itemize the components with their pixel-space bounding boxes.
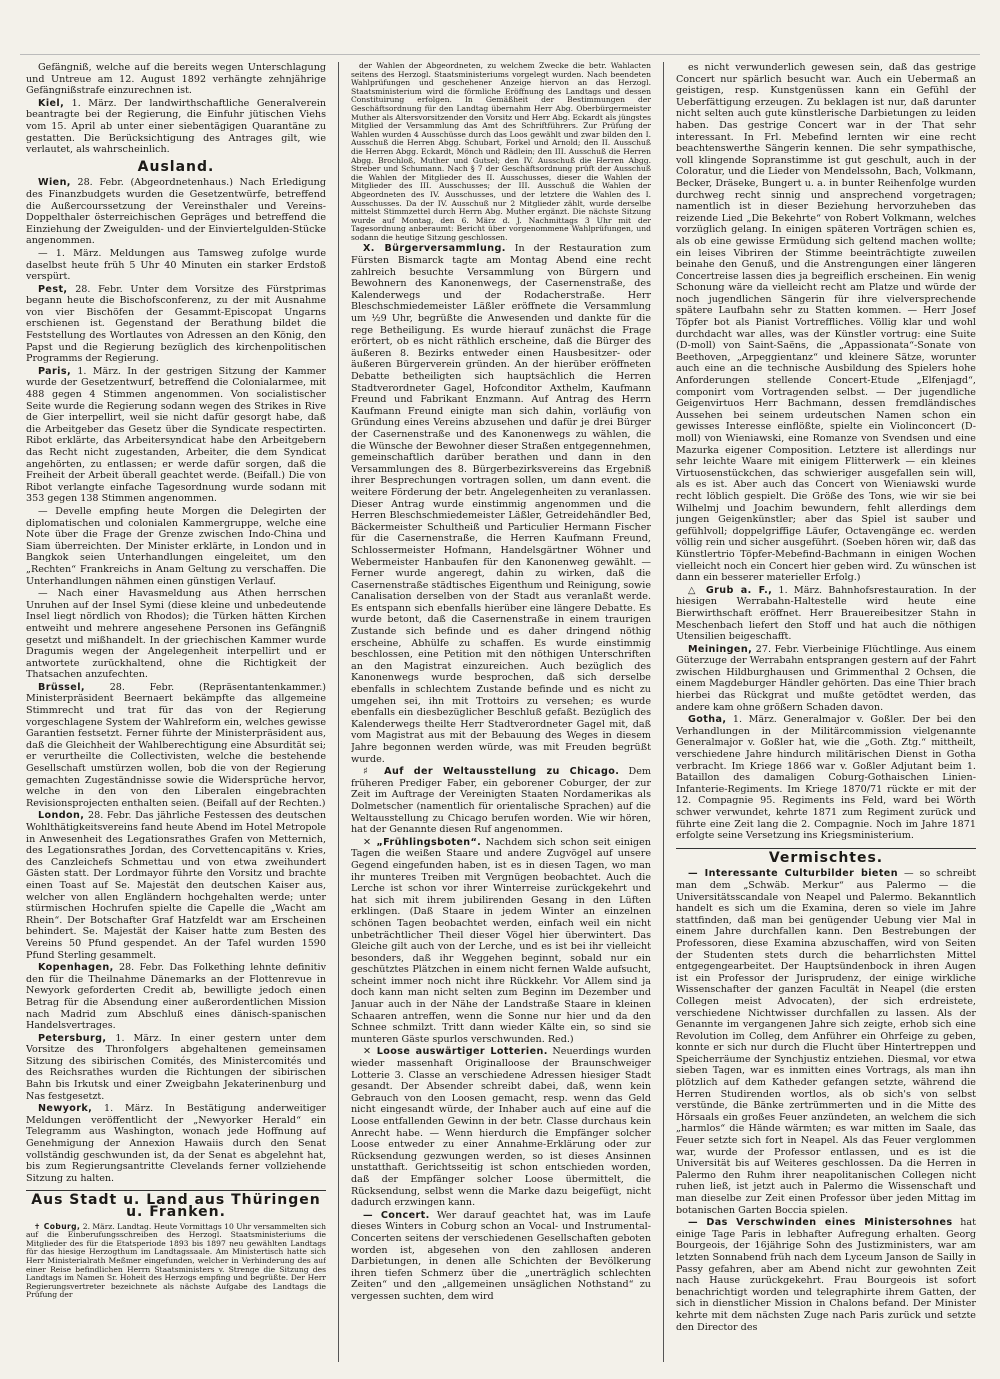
article-text: 28. Febr. Unter dem Vorsitze des Fürstprimas begann heute die Bischofsconferenz, zu der mit Ausnahme von vier Bischöfen der Gesammt-Episcopat Ungarns erschienen ist. Gegenstand der Berathung bildet die Feststellung des Wortlautes von Adressen an den König, den Papst und die Regierung bezüglich des kirchenpolitischen Programms der Regierung. (26, 283, 327, 365)
article-text: der Wahlen der Abgeordneten, zu welchem Zwecke die betr. Wahlacten seitens des Herzogl. Staatsministeriums vorgelegt wurden. Nach beendeten Wahlprüfungen und geschehener Anzeige hiervon an das Herzogl. Staatsministerium wird die förmliche Eröffnung des Landtags und dessen Constituirung erfolgen. In Gemäßheit der Bestimmungen der Geschäftsordnung für den Landtag übernahm Herr Abg. Oberbürgermeister Muther als Altersvorsitzender den Vorsitz und Herr Abg. Eckardt als jüngstes Mitglied der Versammlung das Amt des Schriftführers. Zur Prüfung der Wahlen wurden 4 Ausschüsse durch das Loos gewählt und zwar bilden den I. Ausschuß die Herren Abgg. Schubart, Forkel und Arnold; den II. Ausschuß die Herren Abgg. Eckardt, Mönch und Rädlein; den III. Ausschuß die Herren Abgg. Brochloß, Muther und Gutsel; den IV. Ausschuß die Herren Abgg. Streber und Schumann. Nach § 7 der Geschäftsordnung prüft der Ausschuß die Wahlen der Mitglieder des II. Ausschusses, dieser die Wahlen der Mitglieder des III. Ausschusses; der III. Ausschuß die Wahlen der Abgeordneten des IV. Ausschusses, und der letztere die Wahlen des I. Ausschusses. Da der IV. Ausschuß nur 2 Mitglieder zählt, wurde derselbe mittelst Stimmzettel durch Herrn Abg. Muther ergänzt. Die nächste Sitzung wurde auf Montag, den 6. März d. J. Nachmittags 3 Uhr mit der Tagesordnung anberaumt: Bericht über vorgenommene Wahlprüfungen, und sodann die heutige Sitzung geschlossen. (350, 62, 651, 242)
dateline: Gotha, (687, 714, 727, 726)
article-london (26, 810, 326, 961)
section-heading-vermischtes: Vermischtes. (676, 848, 976, 865)
article-paris (26, 366, 326, 505)
article-text: 28. Febr. (Repräsentantenkammer.) Ministerpräsident Beernaert bekämpfte das allgemeine Stimmrecht und trat für das von der Regierung vorgeschlagene System der Wahlreform ein, welches gewisse Garantien festsetzt. Ferner führte der Ministerpräsident aus, daß die Gleichheit der Wahlberechtigung eine Absurdität sei; er verurtheilte die Collectivisten, welche die bestehende Gesellschaft umstürzen wollen, bob die von der Regierung gemachten Zugeständnisse sowie die Widersprüche hervor, welche in den von den Liberalen eingebrachten Revisionsprojecten enthalten seien. (Beifall auf der Rechten.) (26, 681, 327, 809)
headline: — Concert. (362, 1209, 430, 1221)
dateline: Kiel, (38, 97, 65, 109)
article-text: — Develle empfing heute Morgen die Delegirten der diplomatischen und colonialen Kammergruppe, welche eine Note über die Frage der Grenze zwischen Indo-China und Siam überreichten. Der Minister erklärte, in London und in Bangkok seien Unterhandlungen eingeleitet, um den „Rechten“ Frankreichs in Anam Geltung zu verschaffen. Die Unterhandlungen nähmen einen günstigen Verlauf. (26, 505, 327, 587)
headline: ✕ „Frühlingsboten“. (362, 836, 482, 848)
article-concert (351, 1210, 651, 1303)
article-text: 1. März. Der landwirthschaftliche Generalverein beantragte bei der Regierung, die Einfuhr jütischen Viehs vom 15. April ab unter einer siebentägigen Quarantäne zu gestatten. Die Berücksichtigung des Antrages gilt, wie verlautet, als wahrscheinlich. (26, 97, 327, 156)
article-text: Gefängniß, welche auf die bereits wegen Unterschlagung und Untreue am 12. August 1892 verhängte zehnjährige Gefängnißstrafe einzurechnen ist. (26, 62, 327, 97)
article-pest (26, 284, 326, 365)
article-text: 1. März. In Bestätigung anderweitiger Meldungen veröffentlicht der „Newyorker Herald“ ein Telegramm aus Washington, wonach jede Hoffnung auf Genehmigung der Annexion Hawaiis durch den Senat vollständig geschwunden ist, da der Senat es abgelehnt hat, bis zum Regierungsantritte Clevelands ferner vollziehende Sitzung zu halten. (26, 1103, 327, 1184)
article-text: 1. März. Bahnhofsrestauration. In der hiesigen Werrabahn-Haltestelle wird heute eine Bierwirthschaft eröffnet. Herr Brauereibesitzer Stahn in Meschenbach liefert den Stoff und hat auch die nöthigen Utensilien beigeschafft. (675, 584, 976, 643)
column-1 (26, 62, 326, 1362)
newspaper-page (26, 62, 976, 1362)
small-print-block (26, 1223, 326, 1300)
article-text: — so schreibt man dem „Schwäb. Merkur“ aus Palermo — die Universitätsscandale von Neapel und Palermo. Bekanntlich handelt es sich um die Examina, deren so viele im Jahre stattfinden, daß man bei genügender Uebung vier Mal in einem Jahre durchfallen kann. Den Bestrebungen der Professoren, diese Examina abzuschaffen, wird von Seiten der Studenten stets durch die beharrlichsten Mittel entgegengearbeitet. Der Hauptsündenbock in ihren Augen ist ein Professor der Jurisprudenz, der einige wirkliche Wissenschafter der ganzen Facultät in Neapel (die ersten Collegen meist Advocaten), der sich erdreistete, verschiedene Nichtwisser durchfallen zu lassen. Als der Genannte im vergangenen Jahre sich zeigte, erhob sich eine Revolution im Colleg, dem Anführer ein Ohrfeige zu geben, konnte er sich nur durch die Flucht über Hintertreppen und Speicherräume der Synchjustiz entziehen. Diesmal, vor etwa sieben Tagen, war es inmitten eines Vortrags, als man ihn plötzlich auf dem Katheder gefangen setzte, während die Herren Studirenden wortlos, als ob sich's von selbst verstünde, die Bänke zertrümmerten und in die Mitte des Hörsaals ein großes Feuer anzündeten, an welchem die sich „harmlos“ die Hände wärmten; es war mitten im Saale, das Feuer setzte sich fort in Neapel. Als das Feuer verglommen war, wurde der Professor entlassen, und es ist die Universität bis auf Weiteres geschlossen. Da die Herren in Palermo den Ruhm ihrer neapolitanischen Collegen nicht ruhen ließ, ist jetzt auch in Palermo die Wissenschaft und man dieselbe zur Zeit einen Professor über jeden Mittag im botanischen Garten Boccia spielen. (675, 868, 976, 1216)
article-text: — Nach einer Havasmeldung aus Athen herrschen Unruhen auf der Insel Symi (diese kleine und unbedeutende Insel liegt nördlich von Rhodos); die Türken hätten Kirchen entweiht und mehrere angesehene Personen ins Gefängniß gesetzt und mißhandelt. In der griechischen Kammer wurde Dragumis wegen der Angelegenheit interpellirt und er antwortete zurückhaltend, ohne die Richtigkeit der Thatsachen anzufechten. (26, 588, 327, 681)
dateline: Wien, (38, 177, 71, 189)
article-text: Neuerdings wurden wieder massenhaft Originalloose der Braunschweiger Lotterie 3. Classe an verschiedene Adressen hiesiger Stadt gesandt. Der Absender schreibt dabei, daß, wenn kein Gebrauch von den Loosen gemacht, resp. wenn das Geld nicht eingesandt würde, der Inhaber auch auf eine auf die Loose entfallenden Gewinn in der betr. Classe durchaus kein Anrecht habe. — Wenn hierdurch die Empfänger solcher Loose entweder zu einer Annahme-Erklärung oder zur Rücksendung gezwungen werden, so ist dieses Ansinnen unstatthaft. Gerichtsseitig ist schon entschieden worden, daß der Empfänger solcher Loose übermittelt, die Rücksendung, selbst wenn die Marke dazu beigefügt, nicht dadurch erzwingen kann. (350, 1046, 651, 1209)
page-top-edge (20, 54, 980, 55)
article-meiningen (676, 644, 976, 714)
article-text: Dem früheren Prediger Faber, ein geborener Coburger, der zur Zeit im Auftrage der Vereinigten Staaten Nordamerikas als Dolmetscher (namentlich für orientalische Sprachen) auf die Weltausstellung zu Chicago berufen worden. Wie wir hören, hat der Genannte diesen Ruf angenommen. (350, 766, 651, 836)
dateline: Paris, (38, 365, 72, 377)
article-kiel (26, 98, 326, 156)
article-gotha (676, 714, 976, 842)
dateline: Newyork, (38, 1103, 93, 1115)
article-text: 28. Febr. Das jährliche Festessen des deutschen Wohlthätigkeitsvereins fand heute Abend im Hotel Metropole in Anwesenheit des Legationsrathes Grafen von Metternich, des Legationsrathes Jordan, des Corvettencapitäns v. Kries, des Canzleichefs Schmettau und von etwa zweihundert Gästen statt. Der Lordmayor führte den Vorsitz und brachte einen Toast auf Se. Majestät den deutschen Kaiser aus, welcher von allen Engländern hochgehalten werde; unter stürmischen Hochrufen spielte die Capelle die „Wacht am Rhein“. Der Botschafter Graf Hatzfeldt war am Erscheinen behindert. Se. Majestät der Kaiser hatte zum Besten des Vereins 50 Pfund gespendet. An der Tafel wurden 1590 Pfund Sterling gesammelt. (26, 810, 327, 961)
article-text: 28. Febr. (Abgeordnetenhaus.) Nach Erledigung des Finanzbudgets wurden die Gesetzentwürfe, betreffend die Außercourssetzung der Vereinsthaler und Vereins-Doppelthaler österreichischen Gepräges und betreffend die Einziehung der Zweigulden- und der Einviertelgulden-Stücke angenommen. (26, 177, 327, 247)
dateline: Pest, (38, 283, 68, 295)
headline: ♯ Auf der Weltausstellung zu Chicago. (362, 766, 620, 778)
article-text: es nicht verwunderlich gewesen sein, daß das gestrige Concert nur spärlich besucht war. Auch ein Uebermaß an geistigen, resp. Kunstgenüssen kann ein Gefühl der Ueberfättigung erzeugen. Zu beklagen ist nur, daß darunter nicht selten auch gute künstlerische Darbietungen zu leiden haben. Das gestrige Concert war in der That sehr interessant. In Frl. Mebefind lernten wir eine recht beachtenswerthe Sängerin kennen. Die sehr sympathische, voll klingende Sopranstimme ist gut geschult, auch in der Coloratur, und die Lieder von Mendelssohn, Bach, Volkmann, Becker, Dräseke, Bungert u. a. in bunter Reihenfolge wurden durchweg recht sinnig und ansprechend vorgetragen; namentlich ist in dieser Beziehung hervorzuheben das reizende Lied „Die Bekehrte“ von Robert Volkmann, welches vorzüglich gelang. In einigen späteren Vorträgen schien es, als ob eine gewisse Ermüdung sich geltend machen wollte; ein leises Vibriren der Stimme beeinträchtigte zuweilen beinahe den Genuß, und die Anstrengungen einer längeren Concertreise lassen dies ja begreiflich erscheinen. Ein wenig Schonung wäre da vielleicht recht am Platze und würde der noch jugendlichen Sängerin für ihre vielversprechende spätere Laufbahn sehr zu Statten kommen. — Herr Josef Töpfer bot als Pianist Vortreffliches. Völlig klar und wohl durchdacht war alles, was der Künstler vortrug: eine Suite (D-moll) von Saint-Saëns, die „Appassionata“-Sonate von Beethoven, „Arpeggientanz“ und kleinere Sätze, worunter auch eine an die technische Ausbildung des Spielers hohe Anforderungen stellende Concert-Etude „Elfenjagd“, componirt vom Vortragenden selbst. — Der jugendliche Geigenvirtuos Herr Bachmann, dessen fremdländisches Aussehen bei seinem urdeutschen Namen schon ein gewisses Interesse einflößte, spielte ein Violinconcert (D-moll) von Wieniawski, eine Romanze von Svendsen und eine Mazurka eigener Composition. Letztere ist allerdings nur sehr leichte Waare mit einigem Flitterwerk — ein kleines Virtuosenstückchen, das schwieriger ausgefallen sein will, als es ist. Aber auch das Concert von Wieniawski wurde recht löblich gespielt. Die Größe des Tons, wie wir sie bei Wilhelmj und Joachim bewundern, fehlt allerdings dem jungen Geigenkünstler; aber das Spiel ist sauber und gefühlvoll; doppelgriffige Läufer, Octavengänge ec. werden völlig rein und sicher ausgeführt. (Soeben hören wir, daß das Künstlertrio Töpfer-Mebefind-Bachmann in einigen Wochen vielleicht noch ein Concert hier geben wird. Zu wünschen ist dann ein besserer materieller Erfolg.) (675, 62, 976, 584)
article-text: Nachdem sich schon seit einigen Tagen die weißen Staare und andere Zugvögel auf unsere Gegend eingefunden haben, ist es in diesen Tagen, wo man ihr munteres Treiben mit Vergnügen beobachtet. Auch die Lerche ist schon vor ihrer Winterreise zurückgekehrt und hat sich mit ihrem jubilirenden Gesang in den Lüften erklingen. (Daß Staare in jedem Winter an einzelnen schönen Tagen beobachtet werden, einfach weil ein nicht unbeträchtlicher Theil dieser Vögel hier überwintert. Das Gleiche gilt auch von der Lerche, und es ist bei ihr vielleicht besonders, daß ihr Weggehen beginnt, sobald nur ein geschütztes Plätzchen in einem nicht fernen Walde aufsucht, scheint immer noch nicht ihre Rückkehr. Vor Allem sind ja doch kann man nicht selten zum Beginn im Dezember und Januar auch in der Nähe der Landstraße Staare in kleinen Schaaren antreffen, wenn die Sonne nur hier und da den Schnee schmilzt. Tritt dann wieder Kälte ein, so sind sie munteren Gäste spurlos verschwunden. Red.) (350, 836, 651, 1045)
article-text: hat einige Tage Paris in lebhafter Aufregung erhalten. Georg Bourgeois, der 16jährige Sohn des Justizministers, war am letzten Sonnabend früh nach dem Lyceum Janson de Sailly in Passy gefahren, aber am Abend nicht zur gewohnten Zeit nach Hause zurückgekehrt. Frau Bourgeois ist sofort benachrichtigt worden und telegraphirte ihrem Gatten, der sich in dienstlicher Mission in Chalons befand. Der Minister kehrte mit dem nächsten Zuge nach Paris zurück und setzte den Director des (675, 1217, 976, 1333)
dateline: △ Grub a. F., (687, 584, 773, 596)
section-heading-ausland: Ausland. (137, 158, 215, 175)
article-text: 2. März. Landtag. Heute Vormittags 10 Uhr versammelten sich auf die Einberufungsschreiben des Herzogl. Staatsministeriums die Mitglieder des für die Etatsperiode 1893 bis 1897 neu gewählten Landtags für das hiesige Herzogthum im Landtagssaale. Am Ministertisch hatte sich Herr Ministerialrath Meßmer eingefunden, welcher in Verhinderung des auf einer Reise befindlichen Herrn Staatsministers v. Strenge die Sitzung des Landtags im Namen Sr. Hoheit des Herzogs empfing und begrüßte. Der Herr Regierungsvertreter bezeichnete als nächste Aufgabe des Landtags die Prüfung der (26, 1221, 327, 1300)
article-text: 1. März. In einer gestern unter dem Vorsitze des Thronfolgers abgehaltenen gemeinsamen Sitzung des sibirischen Comités, des Ministercomités und des Reichsrathes wurden die Richtungen der sibirischen Bahn bis Irkutsk und einer Zweigbahn Jekaterinenburg und Nas festgesetzt. (26, 1032, 327, 1102)
dateline: Kopenhagen, (38, 962, 114, 974)
article-kopenhagen (26, 962, 326, 1032)
headline: X. Bürgerversammlung. (362, 243, 506, 255)
article-fruehlingsboten (351, 837, 651, 1046)
column-2 (351, 62, 651, 1362)
column-3 (676, 62, 976, 1362)
headline: — Interessante Culturbilder bieten (687, 868, 898, 880)
dateline: Meiningen, (687, 643, 753, 655)
column-divider (338, 62, 339, 1362)
article-grub (676, 585, 976, 643)
article-text: Wer darauf geachtet hat, was im Laufe dieses Winters in Coburg schon an Vocal- und Instrumental-Concerten seitens der verschiedenen Gesellschaften geboten worden ist, abgesehen von den zahllosen anderen Darbietungen, in denen alle Schichten der Bevölkerung ihren tiefen Schmerz über die „unerträglich schlechten Zeiten“ und den „allgemeinen unsäglichen Nothstand“ zu vergessen suchten, dem wird (350, 1209, 651, 1302)
article-loose (351, 1046, 651, 1208)
article-buergerversammlung (351, 243, 651, 765)
article-text: In der Restauration zum Fürsten Bismarck tagte am Montag Abend eine recht zahlreich besuchte Versammlung von Bürgern und Bewohnern des Kanonenwegs, der Casernenstraße, des Kalenderwegs und der Rodacherstraße. Herr Bleschschmiedemeister Läßler eröffnete die Versammlung um ½9 Uhr, begrüßte die Anwesenden und dankte für die rege Betheiligung. Es wurde hierauf zunächst die Frage erörtert, ob es nicht räthlich erscheine, daß die Bürger des äußeren 8. Bezirks entweder einen Hausbesitzer- oder äußeren Bürgerverein gründen. An der hierüber eröffneten Debatte betheiligten sich hauptsächlich die Herren Stadtverordneter Gagel, Hofconditor Axthelm, Kaufmann Freund und Fabrikant Enzmann. Auf Antrag des Herrn Kaufmann Freund einigte man sich dahin, vorläufig von Gründung eines Vereins abzusehen und dafür je drei Bürger der Casernenstraße und des Kanonenwegs zu wählen, die die Wünsche der Bewohner dieser Straßen entgegennehmen, gemeinschaftlich darüber berathen und dann in den Versammlungen des 8. Bürgerbezirksvereins das Ergebniß ihrer Besprechungen vortragen sollen, um dann event. die weitere Förderung der betr. Angelegenheiten zu veranlassen. Dieser Antrag wurde einstimmig angenommen und die Herren Bleschschmiedemeister Läßler, Getreidehändler Bed, Bäckermeister Schultheiß und Particulier Hermann Fischer für die Casernenstraße, die Herren Kaufmann Freund, Schlossermeister Hofmann, Handelsgärtner Wöhner und Webermeister Hanbaufen für den Kanonenweg gewählt. — Ferner wurde angeregt, dahin zu wirken, daß die Casernenstraße städtisches Eigenthum und Reinigung, sowie Canalisation derselben von der Stadt aus veranlaßt werde. Es entspann sich ebenfalls hierüber eine längere Debatte. Es wurde betont, daß die Casernenstraße in einem traurigen Zustande sich befinde und es daher dringend nöthig erscheine, Abhülfe zu schaffen. Es wurde einstimmig beschlossen, eine Petition mit den nöthigen Unterschriften an den Magistrat einzureichen. Auch bezüglich des Kanonenwegs wurde besprochen, daß sich derselbe ebenfalls in schlechtem Zustande befinde und es nicht zu umgehen sei, ihn mit Trottoirs zu versehen; es wurde ebenfalls ein diesbezüglicher Beschluß gefaßt. Bezüglich des Kalenderwegs theilte Herr Stadtverordneter Gagel mit, daß vom Magistrat aus mit der Bebauung des Weges in diesem Jahre begonnen werden würde, was mit Freuden begrüßt wurde. (350, 243, 651, 765)
article-text: 1. März. Generalmajor v. Goßler. Der bei den Verhandlungen in der Militärcommission vielgenannte Generalmajor v. Goßler hat, wie die „Goth. Ztg.“ mittheilt, verschiedene Jahre hindurch militärischen Dienst in Gotha verbracht. Im Kriege 1866 war v. Goßler Adjutant beim 1. Bataillon des damaligen Coburg-Gothaischen Linien-Infanterie-Regiments. Im Kriege 1870/71 rückte er mit der 12. Compagnie 95. Regiments ins Feld, ward bei Wörth schwer verwundet, kehrte 1871 zum Regiment zurück und führte eine Zeit lang die 2. Compagnie. Noch im Jahre 1871 erfolgte seine Versetzung ins Kriegsministerium. (675, 714, 976, 842)
article-petersburg (26, 1033, 326, 1103)
section-heading-thueringen: Aus Stadt u. Land aus Thüringen u. Franken. (26, 1190, 326, 1218)
dateline: ✝ Coburg, (34, 1221, 81, 1231)
article-text: 1. März. In der gestrigen Sitzung der Kammer wurde der Gesetzentwurf, betreffend die Colonialarmee, mit 488 gegen 4 Stimmen angenommen. Von socialistischer Seite wurde die Regierung sodann wegen des Strikes in Rive de Gier interpellirt, weil sie nicht dafür gesorgt habe, daß die Arbeitgeber das Gesetz über die Syndicate respectirten. Ribot erklärte, das Arbeitersyndicat habe den Arbeitgebern das Recht nicht zugestanden, Arbeiter, die dem Syndicat angehörten, zu entlassen; er werde dafür sorgen, daß die Freiheit der Arbeit überall geachtet werde. (Beifall.) Die von Ribot verlangte einfache Tagesordnung wurde sodann mit 353 gegen 138 Stimmen angenommen. (26, 365, 327, 505)
article-text: 27. Febr. Vierbeinige Flüchtlinge. Aus einem Güterzuge der Werrabahn entsprangen gestern auf der Fahrt zwischen Hildburghausen und Grimmenthal 2 Ochsen, die einem Magdeburger Händler gehörten. Das eine Thier brach hierbei das Rückgrat und mußte getödtet werden, das andere kam ohne größern Schaden davon. (675, 643, 976, 713)
dateline: London, (38, 810, 85, 822)
headline: ✕ Loose auswärtiger Lotterien. (362, 1046, 548, 1058)
article-newyork (26, 1103, 326, 1184)
article-culturbilder (676, 868, 976, 1216)
column-divider (663, 62, 664, 1362)
dateline: Brüssel, (38, 681, 85, 693)
article-bruessel (26, 682, 326, 810)
article-text: 28. Febr. Das Folkething lehnte definitiv den für die Theilnahme Dänemarks an der Flottenrevue in Newyork geforderten Credit ab, bewilligte jedoch einen Betrag für die Absendung einer außerordentlichen Mission nach Madrid zum Abschluß eines dänisch-spanischen Handelsvertrages. (26, 962, 327, 1032)
article-chicago (351, 766, 651, 836)
headline: — Das Verschwinden eines Ministersohnes (687, 1217, 953, 1229)
article-ministersohn (676, 1217, 976, 1333)
small-print-block (351, 62, 651, 242)
article-coburg (26, 1223, 326, 1300)
dateline: Petersburg, (38, 1032, 107, 1044)
article-text: — 1. März. Meldungen aus Tamsweg zufolge wurde daselbst heute früh 5 Uhr 40 Minuten ein starker Erdstoß verspürt. (26, 247, 327, 283)
article-wien (26, 177, 326, 247)
